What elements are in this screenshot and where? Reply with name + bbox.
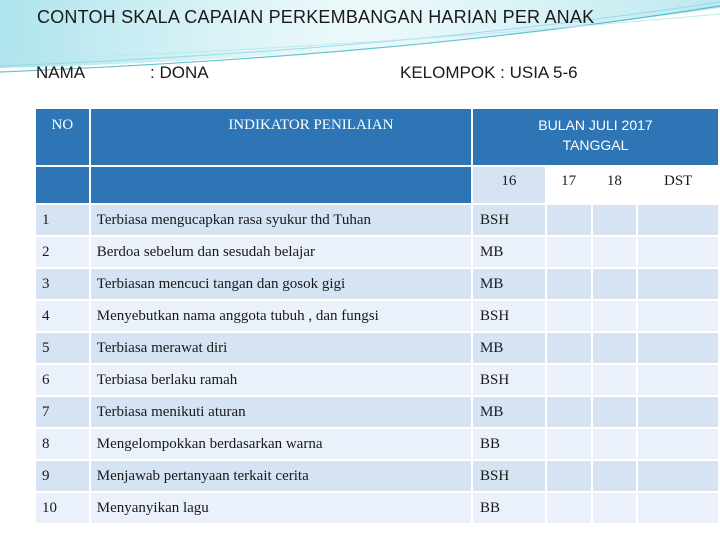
table-row: [36, 461, 718, 491]
row-indikator: Menyanyikan lagu: [91, 493, 471, 523]
row-value-16: BSH: [473, 205, 545, 235]
table-body: [36, 205, 718, 523]
row-value-dst: [638, 397, 718, 427]
row-number: 10: [36, 493, 89, 523]
row-value-17: [547, 205, 591, 235]
day-16: 16: [473, 167, 545, 203]
row-number: 5: [36, 333, 89, 363]
row-value-16: BSH: [473, 461, 545, 491]
row-value-dst: [638, 333, 718, 363]
row-value-16: MB: [473, 333, 545, 363]
day-17: 17: [561, 173, 577, 189]
header-indikator-filler: [91, 167, 471, 203]
row-indikator: Terbiasa menikuti aturan: [91, 397, 471, 427]
row-number: 4: [36, 301, 89, 331]
row-value-18: [593, 365, 637, 395]
row-value-18: [593, 397, 637, 427]
row-indikator: Mengelompokkan berdasarkan warna: [91, 429, 471, 459]
table-row: [36, 333, 718, 363]
row-value-17: [547, 461, 591, 491]
table-row: [36, 301, 718, 331]
row-value-17: [547, 269, 591, 299]
row-value-17: [547, 333, 591, 363]
header-no-filler: [36, 167, 89, 203]
assessment-table: [34, 107, 720, 525]
row-value-dst: [638, 493, 718, 523]
row-value-17: [547, 365, 591, 395]
row-value-18: [593, 269, 637, 299]
header-indikator: INDIKATOR PENILAIAN: [91, 109, 471, 165]
row-value-18: [593, 461, 637, 491]
row-number: 3: [36, 269, 89, 299]
row-value-16: BSH: [473, 301, 545, 331]
day-dst: DST: [663, 173, 693, 189]
table-row: [36, 397, 718, 427]
row-value-17: [547, 397, 591, 427]
row-value-18: [593, 493, 637, 523]
table-header-row: [36, 109, 718, 165]
day-18: 18: [606, 173, 622, 189]
row-number: 9: [36, 461, 89, 491]
table-row: [36, 237, 718, 267]
table-date-row: [36, 167, 718, 203]
row-number: 6: [36, 365, 89, 395]
row-value-dst: [638, 237, 718, 267]
row-value-17: [547, 237, 591, 267]
nama-label: NAMA: [36, 63, 86, 82]
row-value-18: [593, 205, 637, 235]
row-number: 7: [36, 397, 89, 427]
table-row: [36, 493, 718, 523]
header-no: NO: [36, 109, 89, 165]
kelompok-label: KELOMPOK : USIA 5-6: [400, 63, 578, 82]
row-number: 1: [36, 205, 89, 235]
row-value-dst: [638, 461, 718, 491]
row-value-16: MB: [473, 237, 545, 267]
nama-value: : DONA: [150, 63, 209, 82]
row-indikator: Terbiasan mencuci tangan dan gosok gigi: [91, 269, 471, 299]
row-value-dst: [638, 429, 718, 459]
table-row: [36, 205, 718, 235]
row-value-16: MB: [473, 269, 545, 299]
header-tanggal: TANGGAL: [562, 137, 629, 153]
row-indikator: Berdoa sebelum dan sesudah belajar: [91, 237, 471, 267]
row-indikator: Menjawab pertanyaan terkait cerita: [91, 461, 471, 491]
row-value-16: BB: [473, 493, 545, 523]
row-indikator: Terbiasa mengucapkan rasa syukur thd Tuhan: [91, 205, 471, 235]
row-indikator: Menyebutkan nama anggota tubuh , dan fungsi: [91, 301, 471, 331]
table-row: [36, 365, 718, 395]
header-bulan: BULAN JULI 2017: [538, 117, 653, 133]
table-row: [36, 429, 718, 459]
row-indikator: Terbiasa merawat diri: [91, 333, 471, 363]
row-value-18: [593, 237, 637, 267]
row-value-16: MB: [473, 397, 545, 427]
table-row: [36, 269, 718, 299]
row-value-18: [593, 333, 637, 363]
row-number: 2: [36, 237, 89, 267]
header-bulan-tanggal: [473, 109, 718, 165]
row-value-dst: [638, 205, 718, 235]
row-value-17: [547, 429, 591, 459]
row-value-17: [547, 493, 591, 523]
row-value-17: [547, 301, 591, 331]
row-value-18: [593, 429, 637, 459]
row-value-16: BSH: [473, 365, 545, 395]
row-value-dst: [638, 301, 718, 331]
row-indikator: Terbiasa berlaku ramah: [91, 365, 471, 395]
row-value-dst: [638, 269, 718, 299]
page-title: CONTOH SKALA CAPAIAN PERKEMBANGAN HARIAN PER ANAK: [37, 7, 595, 27]
row-value-dst: [638, 365, 718, 395]
row-value-16: BB: [473, 429, 545, 459]
row-value-18: [593, 301, 637, 331]
row-number: 8: [36, 429, 89, 459]
